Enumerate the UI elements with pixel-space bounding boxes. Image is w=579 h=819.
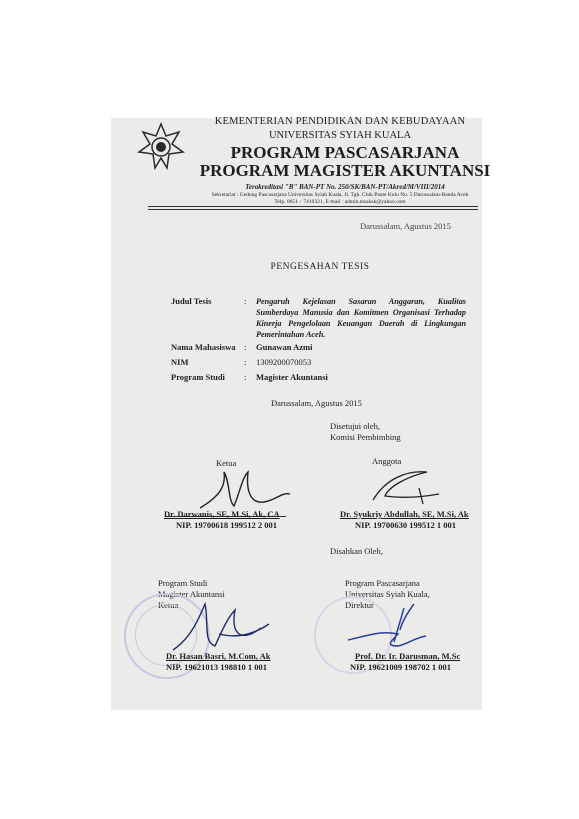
member-signature xyxy=(365,460,455,510)
chair-role: Ketua xyxy=(216,458,237,468)
header-rule xyxy=(148,206,478,207)
judul-label: Judul Tesis xyxy=(171,296,212,306)
university-logo-icon xyxy=(137,122,185,170)
prodi-value: Magister Akuntansi xyxy=(256,372,328,382)
chair-name: Dr. Darwanis, SE, M.Si, Ak, CA xyxy=(164,509,280,519)
judul-colon: : xyxy=(244,296,247,306)
ratified-by: Disahkan Oleh, xyxy=(330,546,383,556)
left-nip: NIP. 19621013 198810 1 001 xyxy=(166,662,267,672)
nama-value: Gunawan Azmi xyxy=(256,342,313,352)
right-unit-2: Universitas Syiah Kuala, xyxy=(345,589,430,599)
approved-by: Disetujui oleh, xyxy=(330,421,381,431)
nim-label: NIM xyxy=(171,357,189,367)
master-program-name: PROGRAM MAGISTER AKUNTANSI xyxy=(199,161,491,180)
document-title: PENGESAHAN TESIS xyxy=(270,262,370,272)
place-date-mid: Darussalam, Agustus 2015 xyxy=(271,398,362,408)
ministry-name: KEMENTERIAN PENDIDIKAN DAN KEBUDAYAAN xyxy=(214,116,466,127)
left-role: Ketua xyxy=(158,600,179,610)
member-nip: NIP. 19700630 199512 1 001 xyxy=(355,520,456,530)
committee: Komisi Pembimbing xyxy=(330,432,401,442)
header-rule-thin xyxy=(148,209,478,210)
right-nip: NIP. 19621009 198702 1 001 xyxy=(350,662,451,672)
right-unit-1: Program Pascasarjana xyxy=(345,578,420,588)
member-role: Anggota xyxy=(372,456,402,466)
nim-value: 1309200070053 xyxy=(256,357,312,367)
left-unit-1: Program Studi xyxy=(158,578,208,588)
right-name: Prof. Dr. Ir. Darusman, M.Sc xyxy=(355,651,461,661)
prodi-label: Program Studi xyxy=(171,372,225,382)
nama-label: Nama Mahasiswa xyxy=(171,342,236,352)
prodi-colon: : xyxy=(244,372,247,382)
member-name: Dr. Syukriy Abdullah, SE, M.Si, Ak xyxy=(340,509,469,519)
judul-value: Pengaruh Kejelasan Sasaran Anggaran, Kualitas Sumberdaya Manusia dan Komitmen Organisasi Terhadap Kinerja Pengelolaan Keuangan Daerah di Lingkungan Pemerintahan Aceh. xyxy=(256,297,466,339)
left-name: Dr. Hasan Basri, M.Com, Ak xyxy=(166,651,271,661)
nama-colon: : xyxy=(244,342,247,352)
place-date-top: Darussalam, Agustus 2015 xyxy=(360,221,451,231)
program-name: PROGRAM PASCASARJANA xyxy=(230,143,460,162)
left-unit-2: Magister Akuntansi xyxy=(158,589,225,599)
accreditation: Terakreditasi "B" BAN-PT No. 250/SK/BAN-PT/Akred/M/VIII/2014 xyxy=(245,183,445,191)
chair-nip: NIP. 19700618 199512 2 001 xyxy=(176,520,277,530)
right-role: Direktur xyxy=(345,600,374,610)
contact: Telp. 0651 – 7410321, E-mail : admin.msaksk@yahoo.com xyxy=(274,199,406,205)
nim-colon: : xyxy=(244,357,247,367)
university-name: UNIVERSITAS SYIAH KUALA xyxy=(268,130,412,141)
address: Sekretariat : Gedung Pascasarjana Universitas Syiah Kuala, Jl. Tgk. Chik Pante Kulu No. 5 Darussalam-Banda Aceh xyxy=(211,192,469,198)
